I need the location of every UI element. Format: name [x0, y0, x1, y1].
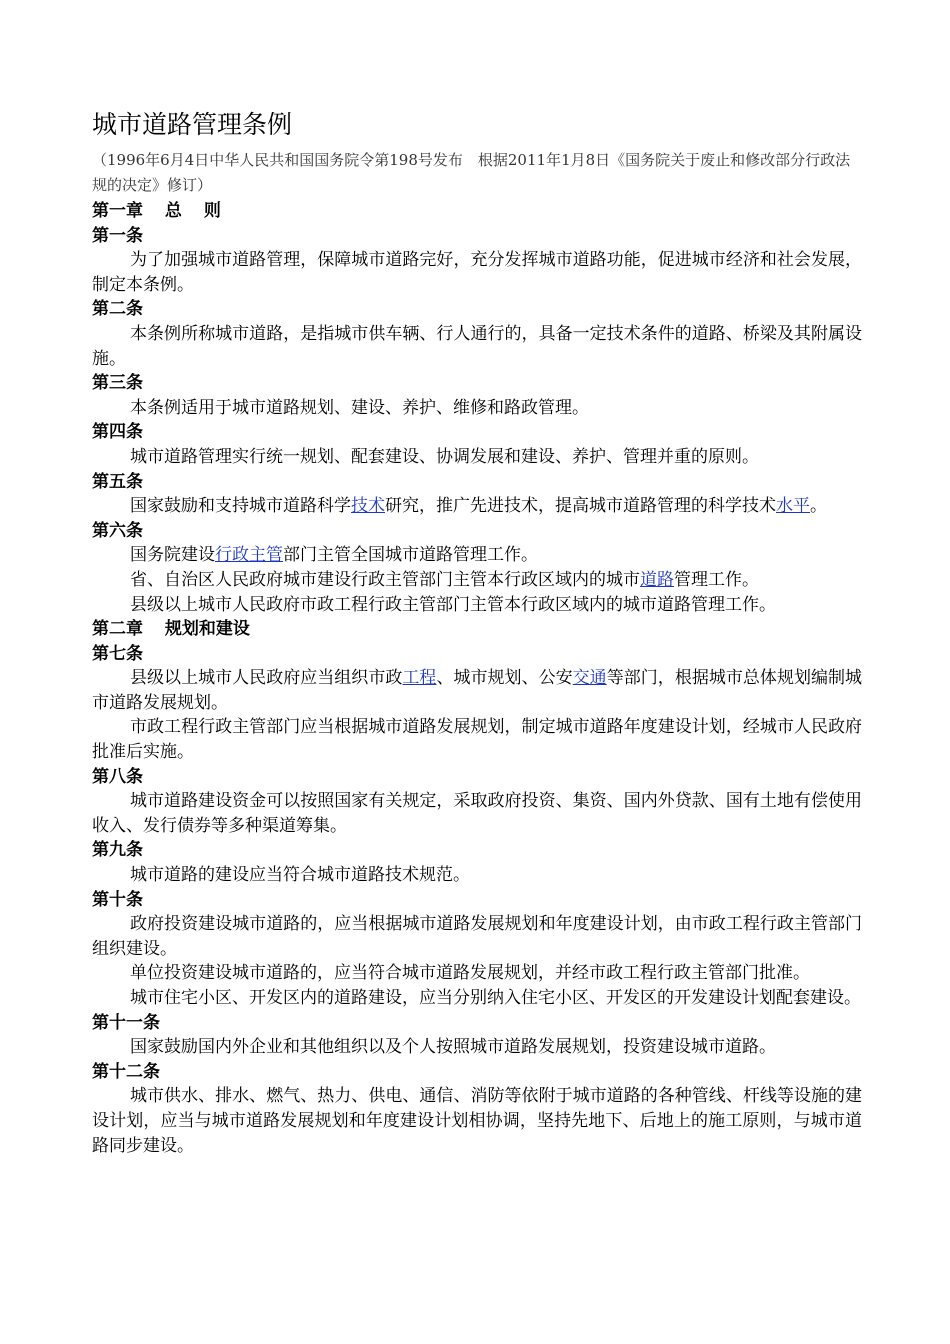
- article-5-heading: 第五条: [92, 471, 143, 492]
- chapter-1-title-part1: 总: [164, 201, 182, 221]
- chapter-1-heading: [92, 199, 862, 224]
- link-level[interactable]: 水平: [776, 496, 810, 517]
- article-1-heading: 第一条: [92, 225, 143, 246]
- text-run: 等部门，根据城市总体规划编制城市道路发展规划。: [92, 668, 863, 713]
- article-8-heading: 第八条: [92, 766, 143, 787]
- article-11-paragraph: 国家鼓励国内外企业和其他组织以及个人按照城市道路发展规划，投资建设城市道路。: [130, 1037, 776, 1058]
- article-1-paragraph: 为了加强城市道路管理，保障城市道路完好，充分发挥城市道路功能，促进城市经济和社会发展，制定本条例。: [92, 250, 862, 295]
- article-10-paragraph-3: 城市住宅小区、开发区内的道路建设，应当分别纳入住宅小区、开发区的开发建设计划配套建设。: [130, 988, 861, 1008]
- link-traffic[interactable]: 交通: [572, 668, 607, 689]
- chapter-2-heading: [92, 617, 862, 642]
- text-run: 、城市规划、公安: [436, 668, 573, 689]
- link-engineering[interactable]: 工程: [402, 668, 437, 689]
- article-4-paragraph: 城市道路管理实行统一规划、配套建设、协调发展和建设、养护、管理并重的原则。: [130, 446, 759, 467]
- text-run: 县级以上城市人民政府应当组织市政: [130, 668, 403, 689]
- article-7-paragraph-2: 市政工程行政主管部门应当根据城市道路发展规划，制定城市道路年度建设计划，经城市人民政府批准后实施。: [92, 717, 862, 763]
- article-6-heading: 第六条: [92, 520, 143, 541]
- article-5-paragraph: [92, 494, 862, 519]
- chapter-2-number: 第二章: [92, 619, 143, 640]
- article-6-paragraph-1: [92, 543, 862, 568]
- chapter-1-number: 第一章: [92, 201, 143, 221]
- article-10-heading: 第十条: [92, 889, 143, 910]
- document-page: [92, 108, 862, 1158]
- link-road[interactable]: 道路: [640, 569, 674, 590]
- article-10-paragraph-1: 政府投资建设城市道路的，应当根据城市道路发展规划和年度建设计划，由市政工程行政主管部门组织建设。: [92, 914, 862, 959]
- text-run: 部门主管全国城市道路管理工作。: [283, 545, 538, 566]
- article-2-paragraph: 本条例所称城市道路，是指城市供车辆、行人通行的，具备一定技术条件的道路、桥梁及其附属设施。: [92, 323, 862, 369]
- revision-note: （1996年6月4日中华人民共和国国务院令第198号发布 根据2011年1月8日《国务院关于废止和修改部分行政法规的决定》修订）: [92, 151, 851, 194]
- article-11-heading: 第十一条: [92, 1012, 160, 1033]
- article-12-paragraph: 城市供水、排水、燃气、热力、供电、通信、消防等依附于城市道路的各种管线、杆线等设施的建设计划，应当与城市道路发展规划和年度建设计划相协调，坚持先地下、后地上的施工原则，与城市道路同步建设。: [92, 1086, 862, 1156]
- article-10-paragraph-2: 单位投资建设城市道路的，应当符合城市道路发展规划，并经市政工程行政主管部门批准。: [130, 963, 810, 984]
- document-title: 城市道路管理条例: [92, 110, 293, 139]
- text-run: 。: [810, 496, 827, 517]
- article-6-paragraph-3: 县级以上城市人民政府市政工程行政主管部门主管本行政区域内的城市道路管理工作。: [130, 594, 776, 615]
- article-12-heading: 第十二条: [92, 1061, 160, 1082]
- text-run: 国家鼓励和支持城市道路科学: [130, 496, 351, 517]
- article-3-heading: 第三条: [92, 373, 143, 394]
- article-9-paragraph: 城市道路的建设应当符合城市道路技术规范。: [130, 865, 470, 886]
- text-run: 管理工作。: [674, 569, 759, 590]
- text-run: 国务院建设: [130, 545, 215, 566]
- article-7-paragraph-1: [92, 666, 862, 715]
- article-8-paragraph: 城市道路建设资金可以按照国家有关规定，采取政府投资、集资、国内外贷款、国有土地有偿使用收入、发行债券等多种渠道筹集。: [92, 791, 862, 836]
- article-2-heading: 第二条: [92, 299, 143, 320]
- article-3-paragraph: 本条例适用于城市道路规划、建设、养护、维修和路政管理。: [130, 397, 589, 418]
- article-4-heading: 第四条: [92, 422, 143, 443]
- text-run: 研究，推广先进技术，提高城市道路管理的科学技术: [385, 496, 776, 517]
- article-6-paragraph-2: [92, 568, 862, 593]
- article-7-heading: 第七条: [92, 643, 143, 664]
- link-technology[interactable]: 技术: [351, 496, 385, 517]
- article-9-heading: 第九条: [92, 840, 143, 861]
- text-run: 省、自治区人民政府城市建设行政主管部门主管本行政区域内的城市: [130, 569, 640, 590]
- link-administrative-authority[interactable]: 行政主管: [215, 545, 283, 566]
- chapter-2-title: 规划和建设: [164, 619, 250, 640]
- chapter-1-title-part2: 则: [203, 201, 221, 221]
